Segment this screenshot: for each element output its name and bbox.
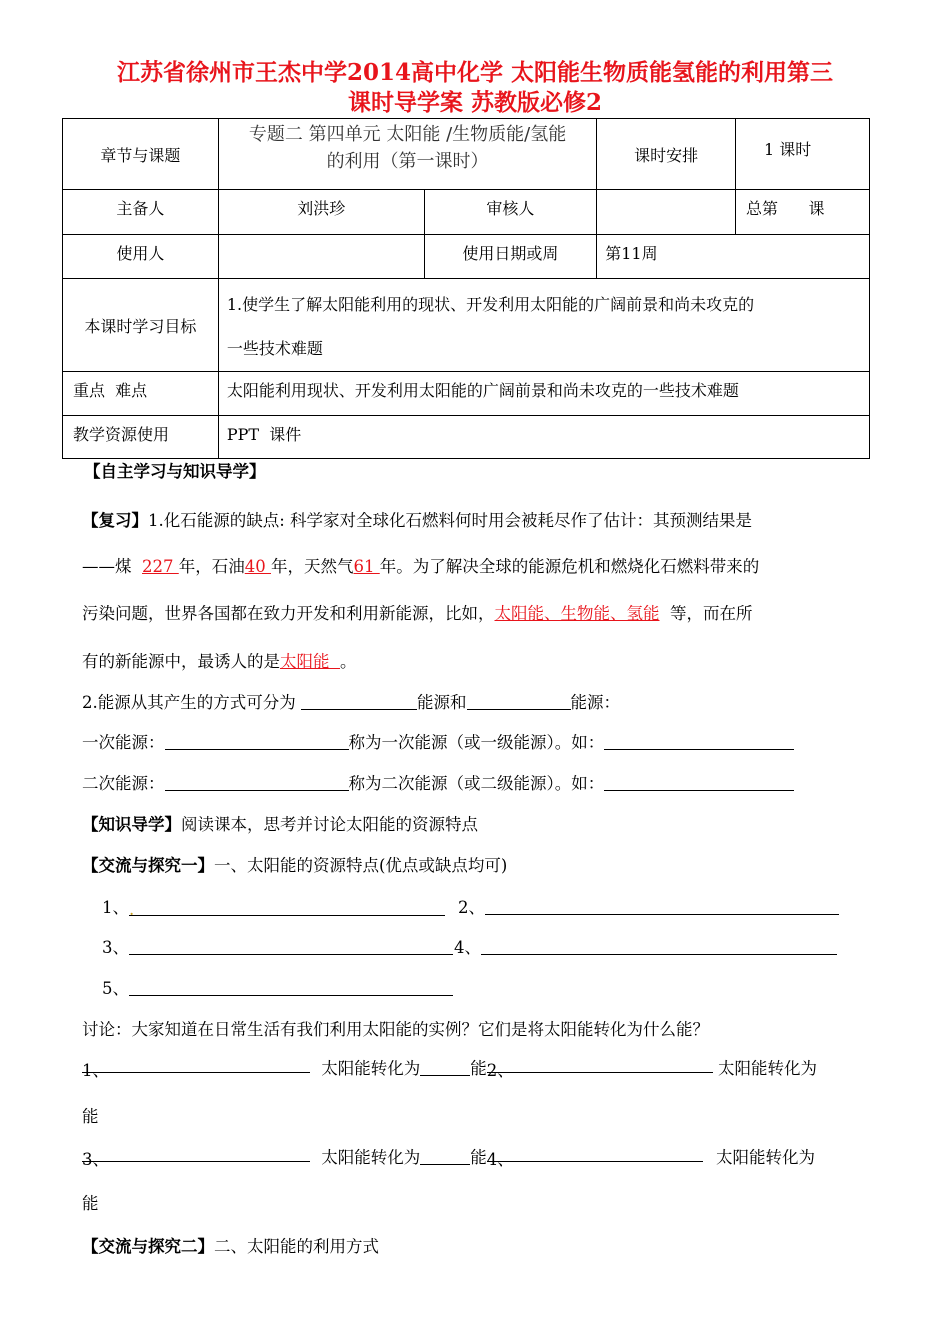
best-energy-suffix: 。 <box>340 652 357 671</box>
primary-mid: 称为一次能源（或一级能源）。如： <box>348 733 605 752</box>
explore2-tag: 【交流与探究二】 <box>82 1237 214 1256</box>
reviewer-label: 审核人 <box>424 190 597 235</box>
date-label: 使用日期或周 <box>424 235 597 279</box>
example-number-4: 4、 <box>486 1150 514 1169</box>
feature-number-5: 5、 <box>102 979 129 998</box>
mark-icon: . <box>129 900 135 919</box>
new-energy-suffix: 等，而在所 <box>659 604 753 623</box>
gas-years: 61 <box>353 557 380 576</box>
feature-item-3 <box>102 934 453 958</box>
chapter-label: 章节与课题 <box>63 119 219 190</box>
review-line-3 <box>82 600 753 624</box>
resource-label: 教学资源使用 <box>63 416 219 459</box>
schedule-label: 课时安排 <box>597 119 736 190</box>
feature-number-2: 2、 <box>458 898 485 917</box>
explore1-tag: 【交流与探究一】 <box>82 856 214 875</box>
coal-prefix: ——煤 <box>82 557 142 576</box>
energy-suffix-3: 能 <box>470 1148 487 1167</box>
key-points-label: 重点 难点 <box>63 372 219 416</box>
q2-prefix: 2.能源从其产生的方式可分为 <box>82 693 301 712</box>
new-energies: 太阳能、生物能、氢能 <box>494 604 660 623</box>
user-value <box>218 235 424 279</box>
discussion-row-1 <box>82 1055 872 1079</box>
feature-blank-1[interactable] <box>129 900 445 919</box>
primary-label: 一次能源： <box>82 733 165 752</box>
energy-suffix-4: 能 <box>82 1194 99 1213</box>
feature-item-4 <box>454 934 837 958</box>
key-points-value: 太阳能利用现状、开发利用太阳能的广阔前景和尚未攻克的一些技术难题 <box>218 372 869 416</box>
title-line-1: 江苏省徐州市王杰中学2014高中化学 太阳能生物质能氢能的利用第三 <box>116 59 834 86</box>
chapter-value-line-1: 专题二 第四单元 太阳能 /生物质能/氢能 <box>248 124 567 145</box>
energy-blank-3[interactable] <box>420 1149 470 1165</box>
explore2-line <box>82 1233 379 1257</box>
feature-number-1: 1、 <box>102 898 129 917</box>
feature-blank-4[interactable] <box>481 939 837 955</box>
q2-suffix: 能源： <box>570 693 620 712</box>
blank-secondary-definition[interactable] <box>165 775 349 791</box>
preparer-value: 刘洪珍 <box>218 190 424 235</box>
best-energy: 太阳能 <box>280 652 340 671</box>
user-label: 使用人 <box>63 235 219 279</box>
discussion-row-2 <box>82 1144 872 1168</box>
review-line-2 <box>82 553 759 577</box>
goal-value <box>218 279 869 372</box>
blank-energy-type-1[interactable] <box>301 694 417 710</box>
explore2-text: 二、太阳能的利用方式 <box>214 1237 379 1256</box>
feature-item-5 <box>102 975 453 999</box>
reviewer-value <box>597 190 736 235</box>
energy-suffix-1: 能 <box>470 1059 487 1078</box>
preparer-label: 主备人 <box>63 190 219 235</box>
title-line-2: 课时导学案 苏教版必修2 <box>347 89 602 116</box>
schedule-value: 1 课时 <box>736 119 870 190</box>
feature-number-3: 3、 <box>102 938 129 957</box>
example-number-2: 2、 <box>486 1061 514 1080</box>
conversion-text-1: 太阳能转化为 <box>321 1059 421 1078</box>
resource-text-a: PP <box>226 425 249 444</box>
blank-primary-definition[interactable] <box>165 734 349 750</box>
secondary-mid: 称为二次能源（或二级能源）。如： <box>348 774 605 793</box>
feature-number-4: 4、 <box>454 938 481 957</box>
feature-item-1 <box>102 894 445 918</box>
resource-value <box>218 416 869 459</box>
document-title <box>60 58 890 118</box>
review-tag: 【复习】 <box>82 511 148 530</box>
example-blank-1[interactable] <box>82 1057 310 1080</box>
feature-item-2 <box>458 894 839 918</box>
goal-line-1: 1.使学生了解太阳能利用的现状、开发利用太阳能的广阔前景和尚未攻克的 <box>226 295 755 314</box>
goal-label: 本课时学习目标 <box>63 279 219 372</box>
self-study-heading: 【自主学习与知识导学】 <box>84 462 266 481</box>
feature-blank-2[interactable] <box>485 899 839 915</box>
example-blank-2[interactable] <box>486 1057 713 1080</box>
review-line-4 <box>82 648 357 672</box>
guide-text: 阅读课本，思考并讨论太阳能的资源特点 <box>181 815 478 834</box>
example-number-3: 3、 <box>82 1150 109 1169</box>
oil-years: 40 <box>244 557 271 576</box>
secondary-energy-line <box>82 770 794 794</box>
discussion-question: 讨论：大家知道在日常生活有我们利用太阳能的实例？它们是将太阳能转化为什么能？ <box>82 1020 709 1039</box>
feature-blank-3[interactable] <box>129 939 453 955</box>
guide-line <box>82 811 478 835</box>
example-number-1: 1、 <box>82 1061 109 1080</box>
blank-primary-example[interactable] <box>604 734 794 750</box>
feature-blank-5[interactable] <box>129 980 453 996</box>
blank-secondary-example[interactable] <box>604 775 794 791</box>
review-text-1: 1.化石能源的缺点: 科学家对全球化石燃料何时用会被耗尽作了估计：其预测结果是 <box>148 511 753 530</box>
gas-suffix: 年。为了解决全球的能源危机和燃烧化石燃料带来的 <box>379 557 760 576</box>
coal-suffix: 年，石油 <box>178 557 245 576</box>
q2-mid: 能源和 <box>417 693 467 712</box>
secondary-label: 二次能源： <box>82 774 165 793</box>
total-lessons-label: 总第 课 <box>736 190 870 235</box>
energy-blank-1[interactable] <box>420 1060 470 1076</box>
best-energy-prefix: 有的新能源中，最诱人的是 <box>82 652 280 671</box>
explore1-text: 一、太阳能的资源特点(优点或缺点均可) <box>214 856 508 875</box>
chapter-value <box>218 119 596 190</box>
conversion-text-3: 太阳能转化为 <box>321 1148 421 1167</box>
goal-line-2: 一些技术难题 <box>226 339 323 358</box>
coal-years: 227 <box>142 557 179 576</box>
date-value: 第11周 <box>597 235 870 279</box>
conversion-text-2: 太阳能转化为 <box>718 1059 817 1078</box>
review-line-1 <box>82 507 752 531</box>
guide-tag: 【知识导学】 <box>82 815 181 834</box>
example-blank-4[interactable] <box>486 1146 703 1169</box>
example-blank-3[interactable] <box>82 1146 310 1169</box>
lesson-info-table <box>62 118 870 459</box>
resource-text-b: T 课件 <box>248 425 302 444</box>
new-energy-prefix: 污染问题，世界各国都在致力开发和利用新能源，比如， <box>82 604 495 623</box>
chapter-value-line-2: 的利用（第一课时） <box>326 151 489 172</box>
q2-line-1 <box>82 689 620 713</box>
blank-energy-type-2[interactable] <box>467 694 571 710</box>
oil-suffix: 年，天然气 <box>271 557 354 576</box>
conversion-text-4: 太阳能转化为 <box>716 1148 815 1167</box>
primary-energy-line <box>82 729 794 753</box>
explore1-line <box>82 852 507 876</box>
energy-suffix-2: 能 <box>82 1107 99 1126</box>
